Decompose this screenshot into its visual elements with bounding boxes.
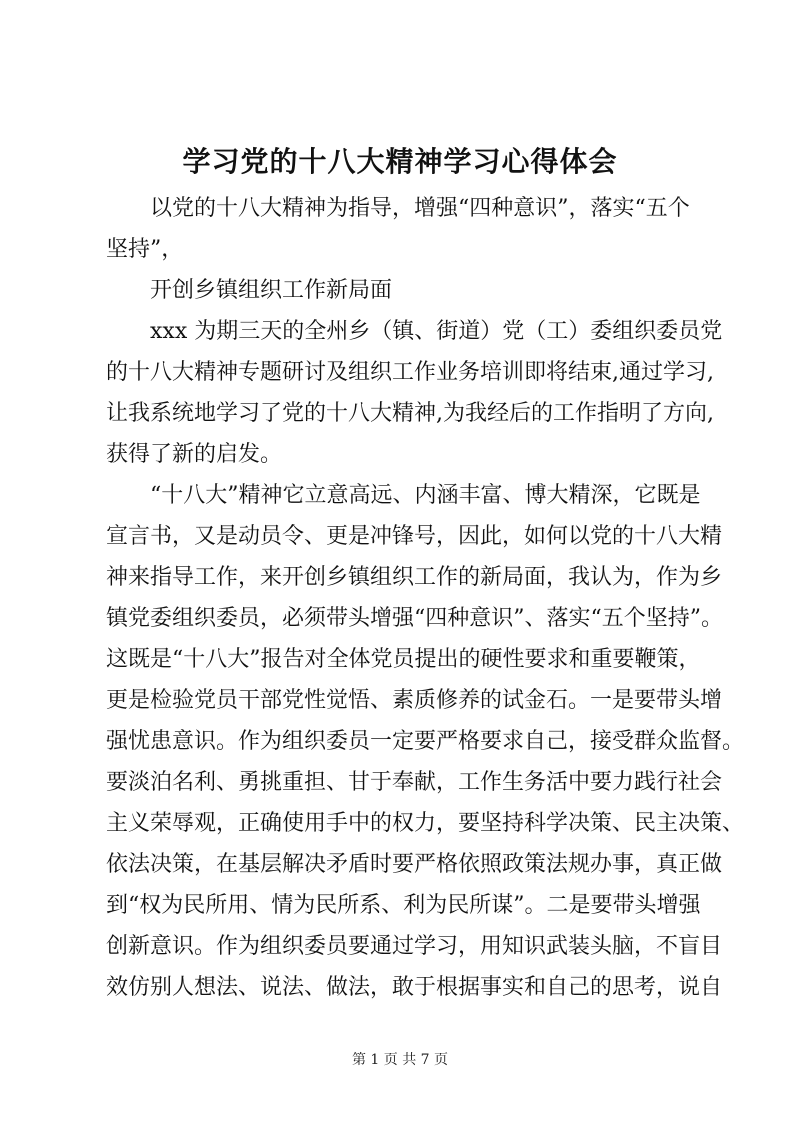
text-line: 创新意识。作为组织委员要通过学习，用知识武装头脑，不盲目 (106, 934, 723, 959)
text-line: 开创乡镇组织工作新局面 (150, 278, 393, 303)
text-line: 镇党委组织委员，必须带头增强“四种意识”、落实“五个坚持”。 (106, 606, 723, 631)
text-line: 到“权为民所用、情为民所系、利为民所谋”。二是要带头增强 (106, 893, 701, 918)
text-line: 更是检验党员干部党性觉悟、素质修养的试金石。一是要带头增 (106, 688, 723, 713)
document-title: 学习党的十八大精神学习心得体会 (182, 145, 618, 178)
text-line: 依法决策，在基层解决矛盾时要严格依照政策法规办事，真正做 (106, 852, 723, 877)
text-line: 神来指导工作，来开创乡镇组织工作的新局面，我认为，作为乡 (106, 565, 723, 590)
text-line: 让我系统地学习了党的十八大精神,为我经后的工作指明了方向, (106, 401, 714, 426)
text-line: 以党的十八大精神为指导，增强“四种意识”，落实“五个 (150, 196, 690, 221)
page-number: 第 1 页 共 7 页 (351, 1052, 449, 1068)
text-line: 强忧患意识。作为组织委员一定要严格要求自己，接受群众监督。 (106, 729, 745, 754)
text-line: xxx 为期三天的全州乡（镇、街道）党（工）委组织委员党 (150, 319, 723, 344)
text-line: 的十八大精神专题研讨及组织工作业务培训即将结束,通过学习, (106, 360, 714, 385)
text-line: 获得了新的启发。 (106, 442, 283, 467)
text-line: 坚持”， (106, 237, 184, 262)
text-line: 要淡泊名利、勇挑重担、甘于奉献，工作生务活中要力践行社会 (106, 770, 723, 795)
text-line: 主义荣辱观，正确使用手中的权力，要坚持科学决策、民主决策、 (106, 811, 745, 836)
text-line: 这既是“十八大”报告对全体党员提出的硬性要求和重要鞭策， (106, 647, 701, 672)
text-line: 宣言书，又是动员令、更是冲锋号，因此，如何以党的十八大精 (106, 524, 723, 549)
text-line: “十八大”精神它立意高远、内涵丰富、博大精深，它既是 (150, 483, 701, 508)
text-line: 效仿别人想法、说法、做法，敢于根据事实和自己的思考，说自 (106, 975, 723, 1000)
